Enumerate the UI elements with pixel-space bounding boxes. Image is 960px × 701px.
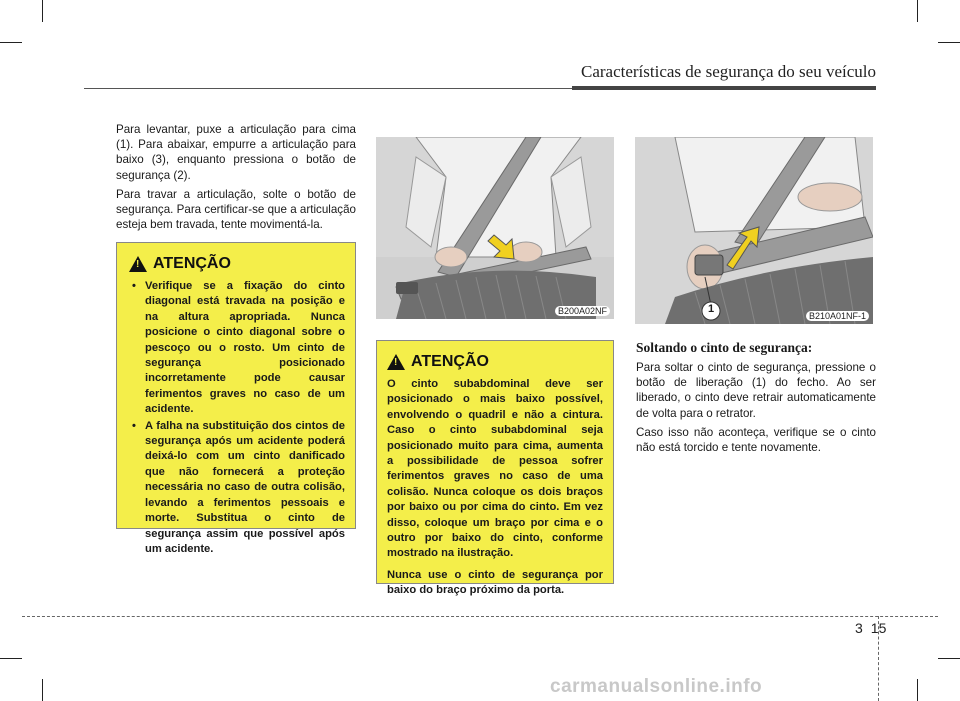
body-paragraph: Para levantar, puxe a articulação para cima (1). Para abaixar, empurre a articulação para baixo (3), enquanto pressiona o botão de segurança (2). — [116, 123, 356, 182]
crop-mark — [42, 0, 43, 22]
warning-list — [129, 279, 345, 557]
figure-code: B210A01NF-1 — [806, 311, 869, 321]
body-paragraph: Caso isso não aconteça, verifique se o cinto não está torcido e tente novamente. — [636, 425, 876, 455]
warning-box-left — [116, 242, 356, 555]
left-column-text — [116, 122, 356, 236]
section-title: Soltando o cinto de segurança: — [636, 340, 813, 355]
callout-number: 1 — [707, 303, 715, 315]
watermark: carmanualsonline.info — [550, 676, 763, 697]
seatbelt-lap-illustration — [376, 137, 614, 319]
warning-box-middle — [376, 340, 614, 597]
body-paragraph: Para travar a articulação, solte o botão de segurança. Para certificar-se que a articulação esteja bem travada, tente movimentá-la. — [116, 187, 356, 232]
crop-mark — [917, 679, 918, 701]
lap-belt-drawing — [376, 137, 614, 319]
release-belt-drawing — [635, 137, 873, 324]
warning-paragraph: Nunca use o cinto de segurança por baixo do braço próximo da porta. — [387, 568, 603, 597]
warning-heading-text: ATENÇÃO — [411, 353, 489, 370]
warning-item: • Verifique se a fixação do cinto diagonal está travada na posição e na altura apropriada. Nunca posicione o cinto diagonal sobre o pescoço ou o rosto. Um cinto de segurança posicionado incorretamente pode causar ferimentos graves no caso de um acidente. — [129, 279, 345, 418]
warning-heading — [129, 255, 345, 273]
crop-mark — [938, 658, 960, 659]
page-number — [855, 620, 886, 636]
warning-icon: ! — [387, 354, 405, 370]
crop-mark — [0, 658, 22, 659]
crop-mark — [917, 0, 918, 22]
crop-mark — [42, 679, 43, 701]
footer-rule — [22, 616, 938, 617]
warning-item: • A falha na substituição dos cintos de segurança após um acidente poderá deixá-lo com um cinto danificado que não fornecerá a proteção necessária no caso de outra colisão, levando a ferimentos pessoais e morte. Substitua o cinto de segurança assim que possível após um acidente. — [129, 419, 345, 558]
seatbelt-release-illustration — [635, 137, 873, 324]
header-bar — [572, 86, 876, 90]
figure-code: B200A02NF — [555, 306, 610, 316]
crop-mark — [938, 42, 960, 43]
body-paragraph: Para soltar o cinto de segurança, pressione o botão de liberação (1) do fecho. Ao ser liberado, o cinto deve retrair automaticamente de volta para o retrator. — [636, 361, 876, 420]
warning-heading-text: ATENÇÃO — [153, 255, 231, 272]
crop-mark — [0, 42, 22, 43]
chapter-number: 3 — [855, 620, 863, 636]
warning-paragraph: O cinto subabdominal deve ser posicionado o mais baixo possível, envolvendo o quadril e não a cintura. Caso o cinto subabdominal seja posicionado muito para cima, aumenta a possibilidade de pessoa sofrer ferimentos graves no caso de uma colisão. Nunca coloque os dois braços por baixo ou por cima do cinto. Em vez disso, coloque um braço por cima e o outro por baixo do cinto, conforme mostrado na ilustração. — [387, 378, 603, 560]
right-column-text — [636, 360, 876, 459]
page-header-title: Características de segurança do seu veículo — [580, 62, 876, 81]
warning-heading — [387, 353, 603, 371]
page-number-value: 15 — [870, 620, 887, 636]
warning-icon: ! — [129, 256, 147, 272]
